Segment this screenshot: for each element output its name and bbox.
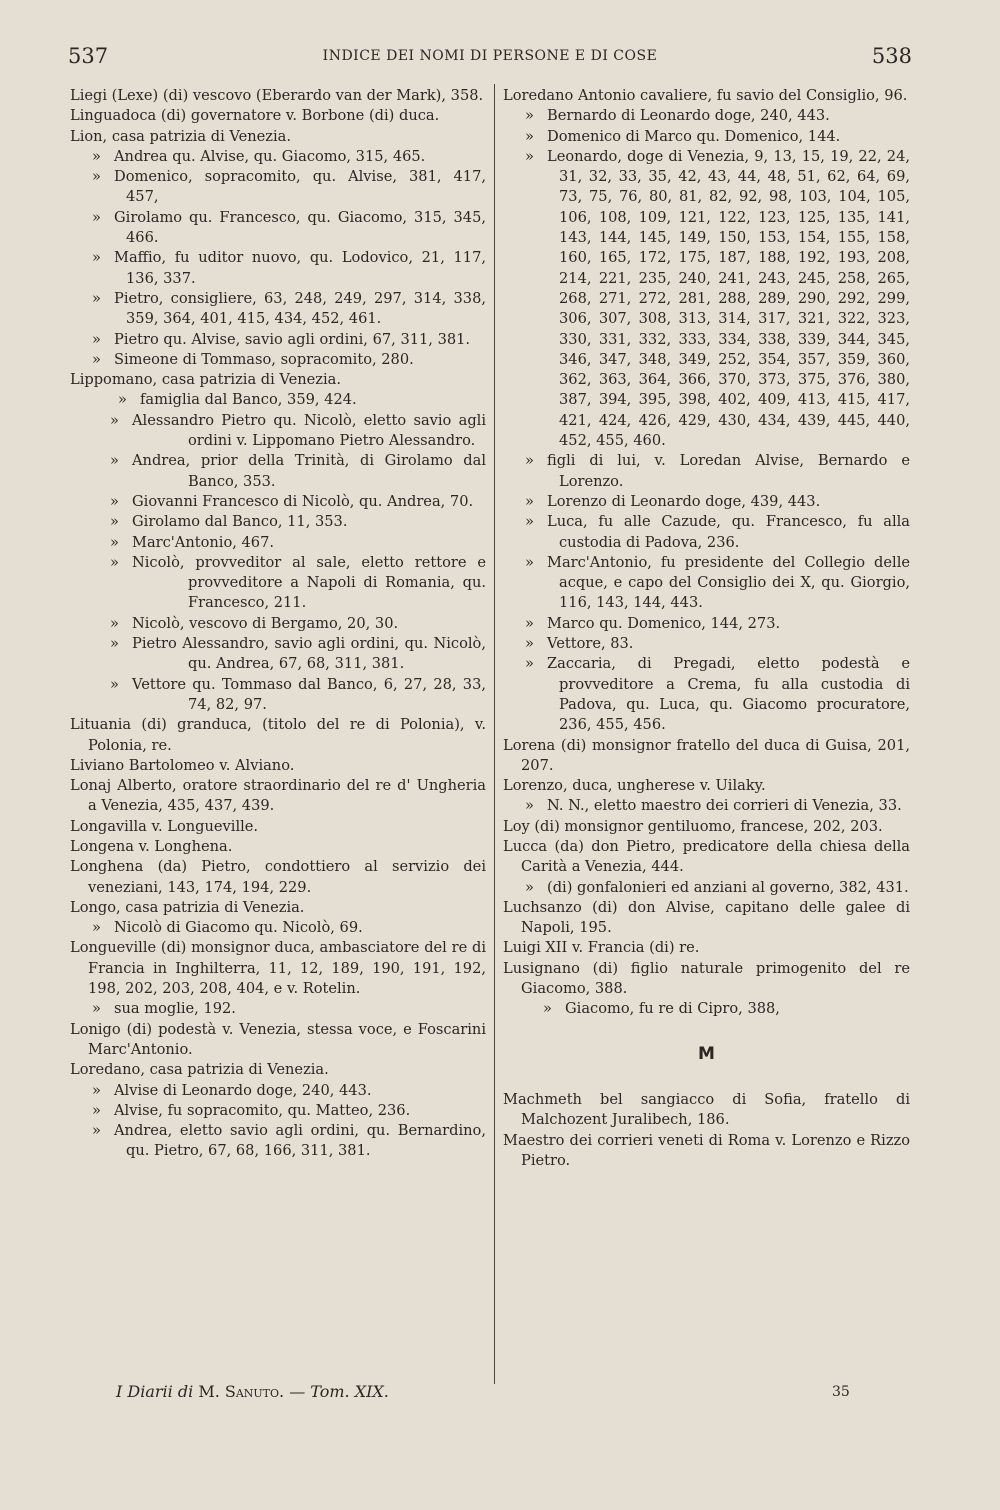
ditto-mark: » (525, 147, 534, 165)
ditto-mark: » (525, 878, 534, 896)
running-title: INDICE DEI NOMI DI PERSONE E DI COSE (322, 48, 658, 64)
index-entry (70, 208, 486, 249)
ditto-mark: » (92, 350, 101, 368)
index-entry (70, 634, 486, 675)
ditto-mark: » (525, 452, 534, 470)
right-column-entries-l (503, 86, 910, 1020)
index-entry (70, 167, 486, 208)
index-entry (503, 512, 910, 553)
entry-text: Vettore qu. Tommaso dal Banco, 6, 27, 28, 33, 74, 82, 97. (132, 675, 486, 713)
entry-text: Pietro, consigliere, 63, 248, 249, 297, 314, 338, 359, 364, 401, 415, 434, 452, 461. (114, 289, 486, 328)
index-entry (503, 999, 910, 1019)
entry-text: Nicolò, vescovo di Bergamo, 20, 30. (132, 614, 399, 632)
index-entry (70, 1101, 486, 1121)
entry-text: Pietro qu. Alvise, savio agli ordini, 67, 311, 381. (114, 330, 471, 348)
index-entry (70, 837, 486, 857)
ditto-mark: » (92, 330, 101, 348)
ditto-mark: » (525, 553, 534, 571)
entry-text: sua moglie, 192. (114, 1000, 236, 1018)
entry-text: Leonardo, doge di Venezia, 9, 13, 15, 19, 22, 24, 31, 32, 33, 35, 42, 43, 44, 48, 51, 62, 64, 69, 73, 75, 76, 80, 81, 82, 92, 98, 103, 104, 105, 106, 108, 109, 121, 122, 123, 125, 135, 141, 143, 144, 145, 149, 150, 153, 154, 155, 158, 160, 165, 172, 175, 187, 188, 192, 193, 208, 214, 221, 235, 240, 241, 243, 245, 258, 265, 268, 271, 272, 281, 288, 289, 290, 292, 299, 306, 307, 308, 313, 314, 317, 321, 322, 323, 330, 331, 332, 333, 334, 338, 339, 344, 345, 346, 347, 348, 349, 252, 354, 357, 359, 360, 362, 363, 364, 366, 370, 373, 375, 376, 380, 387, 394, 395, 398, 402, 409, 413, 415, 417, 421, 424, 426, 429, 430, 434, 439, 445, 440, 452, 455, 460. (547, 147, 910, 450)
entry-text: Girolamo qu. Francesco, qu. Giacomo, 315, 345, 466. (114, 208, 486, 247)
entry-text: Zaccaria, di Pregadi, eletto podestà e provveditore a Crema, fu alla custodia di Padova, qu. Luca, qu. Giacomo procuratore, 236, 455, 456. (547, 655, 910, 734)
ditto-mark: » (525, 655, 534, 673)
ditto-mark: » (92, 1122, 101, 1140)
index-entry (503, 106, 910, 126)
entry-text: Longo, casa patrizia di Venezia. (70, 898, 305, 916)
index-entry (70, 553, 486, 614)
ditto-mark: » (92, 1081, 101, 1099)
index-entry (70, 533, 486, 553)
entry-text: Girolamo dal Banco, 11, 353. (132, 513, 348, 531)
index-entry (70, 330, 486, 350)
ditto-mark: » (118, 391, 127, 409)
entry-text: Luchsanzo (di) don Alvise, capitano delle galee di Napoli, 195. (503, 898, 910, 937)
ditto-mark: » (525, 127, 534, 145)
entry-text: Domenico, sopracomito, qu. Alvise, 381, 417, 457, (114, 168, 486, 206)
ditto-mark: » (525, 797, 534, 815)
right-column (503, 86, 910, 1171)
index-entry (503, 878, 910, 898)
entry-text: Lorenzo, duca, ungherese v. Uilaky. (503, 777, 766, 795)
index-entry (503, 898, 910, 939)
entry-text: Simeone di Tommaso, sopracomito, 280. (114, 350, 414, 368)
index-entry (70, 999, 486, 1019)
index-entry (503, 654, 910, 735)
right-column-entries-m (503, 1090, 910, 1171)
ditto-mark: » (110, 614, 119, 632)
index-entry (503, 837, 910, 878)
index-entry (70, 614, 486, 634)
footer-book: I Diarii di (116, 1382, 194, 1401)
index-entry (70, 776, 486, 817)
entry-text: Lonaj Alberto, oratore straordinario del re d' Ungheria a Venezia, 435, 437, 439. (70, 777, 486, 815)
index-entry (70, 756, 486, 776)
index-entry (70, 248, 486, 289)
entry-text: Lion, casa patrizia di Venezia. (70, 127, 291, 145)
entry-text: Longhena (da) Pietro, condottiero al servizio dei veneziani, 143, 174, 194, 229. (70, 858, 486, 896)
entry-text: Giovanni Francesco di Nicolò, qu. Andrea, 70. (132, 492, 474, 510)
entry-text: Lituania (di) granduca, (titolo del re di Polonia), v. Polonia, re. (70, 716, 486, 754)
index-entry (70, 675, 486, 716)
entry-text: famiglia dal Banco, 359, 424. (140, 391, 357, 409)
index-entry (503, 634, 910, 654)
footer-volume: — Tom. XIX. (289, 1382, 389, 1401)
index-entry (70, 350, 486, 370)
index-entry (70, 370, 486, 390)
ditto-mark: » (110, 635, 119, 653)
entry-text: Lippomano, casa patrizia di Venezia. (70, 371, 341, 389)
index-entry (70, 127, 486, 147)
entry-text: Linguadoca (di) governatore v. Borbone (di) duca. (70, 107, 440, 125)
index-entry (70, 918, 486, 938)
entry-text: N. N., eletto maestro dei corrieri di Venezia, 33. (547, 797, 902, 815)
entry-text: Luigi XII v. Francia (di) re. (503, 939, 700, 957)
left-column (70, 86, 486, 1162)
ditto-mark: » (110, 411, 119, 429)
index-entry (503, 86, 910, 106)
entry-text: Pietro Alessandro, savio agli ordini, qu. Nicolò, qu. Andrea, 67, 68, 311, 381. (132, 635, 486, 673)
ditto-mark: » (110, 452, 119, 470)
ditto-mark: » (92, 919, 101, 937)
footer-signature: 35 (832, 1384, 850, 1400)
entry-text: Andrea qu. Alvise, qu. Giacomo, 315, 465. (114, 147, 426, 165)
index-entry (70, 106, 486, 126)
index-entry (70, 857, 486, 898)
entry-text: Nicolò di Giacomo qu. Nicolò, 69. (114, 919, 363, 937)
entry-text: Alvise, fu sopracomito, qu. Matteo, 236. (114, 1101, 411, 1119)
ditto-mark: » (92, 147, 101, 165)
index-entry (503, 553, 910, 614)
entry-text: (di) gonfalonieri ed anziani al governo, 382, 431. (547, 878, 909, 896)
entry-text: Bernardo di Leonardo doge, 240, 443. (547, 107, 830, 125)
entry-text: figli di lui, v. Loredan Alvise, Bernardo e Lorenzo. (547, 452, 910, 490)
ditto-mark: » (525, 614, 534, 632)
entry-text: Andrea, eletto savio agli ordini, qu. Bernardino, qu. Pietro, 67, 68, 166, 311, 381. (114, 1122, 486, 1160)
entry-text: Longavilla v. Longueville. (70, 817, 259, 835)
ditto-mark: » (525, 107, 534, 125)
ditto-mark: » (110, 675, 119, 693)
index-entry (70, 512, 486, 532)
index-entry (503, 492, 910, 512)
ditto-mark: » (525, 492, 534, 510)
index-entry (70, 390, 486, 410)
ditto-mark: » (543, 1000, 552, 1018)
entry-text: Lusignano (di) figlio naturale primogenito del re Giacomo, 388. (503, 959, 910, 998)
index-entry (70, 411, 486, 452)
ditto-mark: » (92, 1000, 101, 1018)
footer-author: M. Sanuto. (198, 1382, 285, 1401)
entry-text: Marc'Antonio, fu presidente del Collegio delle acque, e capo del Consiglio dei X, qu. Giorgio, 116, 143, 144, 443. (547, 553, 910, 612)
section-letter: M (698, 1043, 715, 1064)
index-entry (503, 127, 910, 147)
entry-text: Lonigo (di) podestà v. Venezia, stessa voce, e Foscarini Marc'Antonio. (70, 1020, 486, 1058)
entry-text: Loy (di) monsignor gentiluomo, francese, 202, 203. (503, 817, 883, 835)
index-entry (503, 796, 910, 816)
page-number-right: 538 (871, 44, 912, 68)
entry-text: Longena v. Longhena. (70, 837, 233, 855)
entry-text: Nicolò, provveditor al sale, eletto rettore e provveditore a Napoli di Romania, qu. Francesco, 211. (132, 553, 486, 612)
index-entry (70, 715, 486, 756)
entry-text: Liviano Bartolomeo v. Alviano. (70, 756, 295, 774)
entry-text: Alessandro Pietro qu. Nicolò, eletto savio agli ordini v. Lippomano Pietro Alessandro. (132, 411, 486, 450)
ditto-mark: » (110, 553, 119, 571)
index-entry (70, 817, 486, 837)
entry-text: Maestro dei corrieri veneti di Roma v. Lorenzo e Rizzo Pietro. (503, 1131, 910, 1169)
entry-text: Luca, fu alle Cazude, qu. Francesco, fu alla custodia di Padova, 236. (547, 513, 910, 551)
entry-text: Lorenzo di Leonardo doge, 439, 443. (547, 492, 821, 510)
ditto-mark: » (110, 513, 119, 531)
ditto-mark: » (525, 635, 534, 653)
index-entry (70, 147, 486, 167)
entry-text: Marco qu. Domenico, 144, 273. (547, 614, 781, 632)
entry-text: Lucca (da) don Pietro, predicatore della chiesa della Carità a Venezia, 444. (503, 837, 910, 876)
page-number-left: 537 (68, 44, 109, 68)
index-entry (503, 817, 910, 837)
entry-text: Machmeth bel sangiacco di Sofia, fratello di Malchozent Juralibech, 186. (503, 1090, 910, 1129)
entry-text: Domenico di Marco qu. Domenico, 144. (547, 127, 841, 145)
index-entry (503, 736, 910, 777)
index-entry (70, 86, 486, 106)
entry-text: Liegi (Lexe) (di) vescovo (Eberardo van der Mark), 358. (70, 87, 484, 104)
index-entry (503, 1131, 910, 1172)
ditto-mark: » (92, 249, 101, 267)
index-entry (70, 289, 486, 330)
entry-text: Giacomo, fu re di Cipro, 388, (565, 1000, 780, 1018)
index-entry (503, 959, 910, 1000)
ditto-mark: » (110, 492, 119, 510)
ditto-mark: » (110, 533, 119, 551)
entry-text: Loredano Antonio cavaliere, fu savio del Consiglio, 96. (503, 87, 908, 104)
entry-text: Marc'Antonio, 467. (132, 533, 275, 551)
index-entry (70, 898, 486, 918)
index-entry (503, 147, 910, 451)
index-entry (503, 776, 910, 796)
index-entry (70, 1020, 486, 1061)
entry-text: Loredano, casa patrizia di Venezia. (70, 1061, 329, 1079)
index-entry (70, 1121, 486, 1162)
index-entry (70, 1060, 486, 1080)
ditto-mark: » (92, 168, 101, 186)
footer-citation (116, 1382, 389, 1401)
index-entry (503, 938, 910, 958)
ditto-mark: » (92, 1101, 101, 1119)
index-entry (503, 451, 910, 492)
index-entry (503, 614, 910, 634)
entry-text: Maffio, fu uditor nuovo, qu. Lodovico, 21, 117, 136, 337. (114, 249, 486, 287)
column-divider (494, 84, 495, 1384)
running-header (68, 44, 912, 78)
ditto-mark: » (92, 289, 101, 307)
index-entry (70, 492, 486, 512)
entry-text: Alvise di Leonardo doge, 240, 443. (114, 1081, 372, 1099)
index-entry (503, 1090, 910, 1131)
index-entry (70, 451, 486, 492)
entry-text: Longueville (di) monsignor duca, ambasciatore del re di Francia in Inghilterra, 11, 12, 189, 190, 191, 192, 198, 202, 203, 208, 404, e v. Rotelin. (70, 939, 486, 998)
ditto-mark: » (525, 513, 534, 531)
index-entry (70, 1081, 486, 1101)
ditto-mark: » (92, 208, 101, 226)
entry-text: Vettore, 83. (547, 635, 634, 653)
entry-text: Andrea, prior della Trinità, di Girolamo dal Banco, 353. (132, 452, 486, 490)
entry-text: Lorena (di) monsignor fratello del duca di Guisa, 201, 207. (503, 736, 910, 774)
index-entry (70, 938, 486, 999)
